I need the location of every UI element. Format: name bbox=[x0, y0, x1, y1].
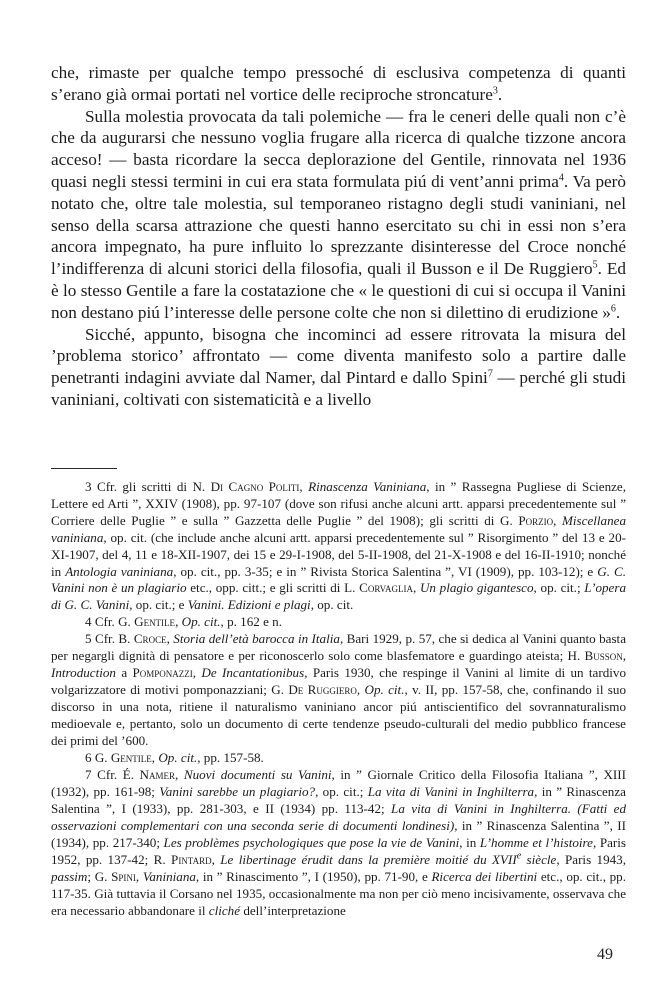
text-run: , Paris 1930, che respinge il Vanini al limite di un tardivo volgarizzatore di motivi pomponazziani; G. bbox=[51, 665, 627, 698]
author-name: Gentile bbox=[110, 750, 152, 765]
text-run: , op. cit.; bbox=[533, 580, 585, 596]
italic-text: Vanini. Edizioni e plagi bbox=[187, 597, 311, 613]
text-run: , op. cit.; e bbox=[129, 597, 188, 613]
text-run: , bbox=[356, 682, 365, 698]
italic-text: La vita di Vanini in Inghilterra bbox=[367, 783, 535, 799]
italic-text: Op. cit. bbox=[181, 614, 221, 630]
note-reference: 5 bbox=[592, 259, 598, 271]
text-run: . Ed è lo stesso Gentile a fare la costatazione che « le questioni di cui si occupa il Vanini non destano piú l’interesse delle persone colte che non si dilettino di erudizione » bbox=[51, 259, 626, 322]
italic-text: G. C. Vanini non è un plagiario bbox=[51, 563, 626, 596]
text-run: etc., opp. citt.; e gli scritti di L. bbox=[186, 580, 360, 596]
text-run: ; G. bbox=[87, 868, 112, 884]
text-run: , p. 162 e n. bbox=[220, 614, 282, 630]
note-reference: e bbox=[516, 850, 522, 862]
italic-text: Le libertinage érudit dans la première moitié du XVII bbox=[220, 851, 517, 867]
page-number: 49 bbox=[597, 946, 613, 963]
note-reference: 6 bbox=[610, 303, 616, 315]
footnotes bbox=[51, 479, 626, 920]
body-paragraph-2 bbox=[51, 106, 626, 324]
italic-text: cliché bbox=[208, 902, 241, 918]
text-run: 7 Cfr. É. bbox=[85, 766, 140, 782]
italic-text: Nuovi documenti su Vanini bbox=[183, 766, 332, 782]
text-run: , bbox=[553, 512, 563, 528]
text-run: , op. cit. (che include anche alcuni artt. apparsi precedentemente sul ” Risorgimento ” del 13 e 20-XI-1907, del 4, 11 e 18-XII-1907, dei 15 e 29-I-1908, del 5-II-1908, del 21-X-1908 e del 16-II-1910; nonché in bbox=[51, 529, 626, 579]
text-run: , op. cit., pp. 3-35; e in ” Rivista Storica Salentina ”, VI (1909), pp. 103-12); e bbox=[173, 563, 598, 579]
note-reference: 3 bbox=[492, 85, 498, 97]
footnote-4 bbox=[51, 750, 626, 767]
text-run: , bbox=[166, 631, 174, 647]
italic-text: Vaniniana bbox=[142, 868, 196, 884]
text-run: , in ” Rinascimento ”, I (1950), pp. 71-90, e bbox=[195, 868, 432, 884]
text-run: . bbox=[615, 302, 621, 322]
note-reference: 7 bbox=[487, 368, 493, 380]
text-run: che, rimaste per qualche tempo pressoché di esclusiva competenza di quanti s’erano già ormai portati nel vortice delle reciproche stroncature bbox=[51, 63, 626, 104]
italic-text: Antologia vaniniana bbox=[65, 563, 174, 579]
footnote-2 bbox=[51, 614, 626, 631]
text-run: , bbox=[192, 665, 202, 681]
italic-text: Ricerca dei libertini bbox=[431, 868, 538, 884]
text-run: , in bbox=[459, 834, 480, 850]
text-run: , op. cit. bbox=[310, 597, 354, 613]
italic-text: L’opera di G. C. Vanini bbox=[51, 580, 626, 613]
author-name: De Ruggiero bbox=[288, 682, 357, 698]
text-run: , bbox=[151, 750, 159, 765]
body-paragraph-3 bbox=[51, 324, 626, 411]
text-run: , bbox=[412, 580, 420, 596]
text-run: , Bari 1929, p. 57, che si dedica al Vanini quanto basta per negargli dignità di pensatore e per riconoscerlo solo come blasfematore e guardingo ateista; H. bbox=[51, 631, 627, 664]
author-name: Busson bbox=[584, 648, 623, 664]
text-run: , op. cit.; bbox=[315, 783, 368, 799]
footnote-3 bbox=[51, 631, 626, 750]
text-run: Sulla molestia provocata da tali polemiche — fra le ceneri delle quali non c’è che da augurarsi che nessuno voglia frugare alla ricerca di qualche tizzone ancora acceso! — basta ricordare la secca deplorazione del Gentile, rinnovata nel 1936 quasi negli stessi termini in cui era stata formulata piú di vent’anni prima bbox=[51, 106, 626, 191]
text-run: — perché gli studi vaniniani, coltivati con sistematicità e a livello bbox=[51, 368, 627, 409]
italic-text: Rinascenza Vaniniana bbox=[308, 478, 427, 494]
text-run: 4 Cfr. G. bbox=[85, 614, 135, 630]
text-run: , bbox=[622, 648, 626, 664]
author-name: Porzio bbox=[518, 512, 554, 528]
text-run: , Paris 1952, pp. 137-42; R. bbox=[51, 834, 626, 867]
text-run: etc., op. cit., pp. 117-35. Già tuttavia il Corsano nel 1935, occasionalmente ma non per ciò meno incisivamente, osservava che era necessario abbandonare il bbox=[51, 868, 627, 918]
author-name: Pomponazzi bbox=[132, 665, 193, 681]
text-run: , bbox=[299, 478, 309, 494]
italic-text: Les problèmes psychologiques que pose la vie de Vanini bbox=[163, 834, 460, 850]
italic-text: De Incantationibus bbox=[201, 665, 305, 681]
text-run: , in ” Rinascenza Salentina ”, I (1933), pp. 281-303, e II (1934) pp. 113-42; bbox=[51, 783, 626, 816]
italic-text: passim bbox=[51, 868, 88, 884]
text-run: , bbox=[211, 851, 221, 867]
author-name: Spini bbox=[111, 868, 136, 884]
text-run: 5 Cfr. B. bbox=[85, 631, 134, 647]
text-run: , bbox=[175, 614, 182, 630]
italic-text: La vita di Vanini in Inghilterra. (Fatti ed osservazioni complementari con una seconda serie di documenti londinesi) bbox=[51, 800, 627, 833]
author-name: Corvaglia bbox=[359, 580, 413, 596]
text-run: , in ” Giornale Critico della Filosofia Italiana ”, XIII (1932), pp. 161-98; bbox=[51, 766, 627, 799]
text-run: , v. II, pp. 157-58, che, confinando il suo discorso in una nota, ritiene il naturalismo vaniniano ancor piú antiscientifico del sovrannaturalismo medioevale e, pertanto, solo un documento di certe tendenze pseudo-culturali del medio pubblico francese dei primi del ’600. bbox=[51, 682, 626, 749]
text-run: . Va però notato che, oltre tale molestia, sul temporaneo ristagno degli studi vaniniani, nel senso della scarsa attrazione che questi hanno esercitato su chi in essi non s’era ancora impegnato, ha pure influito lo sprezzante disinteresse del Croce nonché l’indifferenza di alcuni storici della filosofia, quali il Busson e il De Ruggiero bbox=[51, 171, 626, 279]
italic-text: Op. cit. bbox=[364, 682, 405, 698]
italic-text: Introduction bbox=[51, 665, 116, 681]
body-paragraph-1 bbox=[51, 62, 626, 106]
author-name: Namer bbox=[139, 766, 176, 782]
italic-text: Un plagio gigantesco bbox=[419, 580, 534, 596]
footnote-1 bbox=[51, 479, 626, 615]
italic-text: Vanini sarebbe un plagiario? bbox=[159, 783, 316, 799]
text-run: . bbox=[497, 84, 503, 104]
italic-text: Op. cit. bbox=[158, 750, 198, 765]
author-name: Pintard bbox=[171, 851, 212, 867]
italic-text: L’homme et l’histoire bbox=[479, 834, 593, 850]
italic-text: Storia dell’età barocca in Italia bbox=[173, 631, 340, 647]
text-run: Sicché, appunto, bisogna che incominci ad essere ritrovata la misura del ’problema storico’ affrontato — come diventa manifesto solo a partire dalle penetranti indagini avviate dal Namer, dal Pintard e dallo Spini bbox=[51, 324, 626, 388]
body-text bbox=[51, 62, 626, 411]
text-run: , pp. 157-58. bbox=[197, 750, 264, 765]
text-run: 3 Cfr. gli scritti di N. bbox=[85, 478, 211, 494]
italic-text: siècle bbox=[521, 851, 557, 867]
footnote-5 bbox=[51, 767, 626, 920]
text-run: , bbox=[135, 868, 143, 884]
note-reference: 4 bbox=[558, 172, 564, 184]
author-name: Di Cagno Politi bbox=[210, 478, 300, 494]
text-run: , Paris 1943, bbox=[556, 851, 626, 867]
text-run: 6 G. bbox=[85, 750, 111, 765]
footnote-separator bbox=[51, 468, 117, 469]
text-run: , bbox=[175, 766, 184, 782]
text-run: , in ” Rinascenza Salentina ”, II (1934), pp. 217-340; bbox=[51, 817, 627, 850]
italic-text: Miscellanea vaniniana bbox=[51, 512, 627, 545]
page bbox=[51, 62, 626, 920]
author-name: Croce bbox=[133, 631, 167, 647]
text-run: , in ” Rassegna Pugliese di Scienze, Lettere ed Arti ”, XXIV (1908), pp. 97-107 (dove son rifusi anche alcuni artt. apparsi precedentemente sul ” Corriere delle Puglie ” e sulla ” Gazzetta delle Puglie ” del 1908); gli scritti di G. bbox=[51, 478, 627, 528]
text-run: a bbox=[115, 665, 133, 681]
author-name: Gentile bbox=[134, 614, 176, 630]
text-run: dell’interpretazione bbox=[240, 902, 346, 918]
